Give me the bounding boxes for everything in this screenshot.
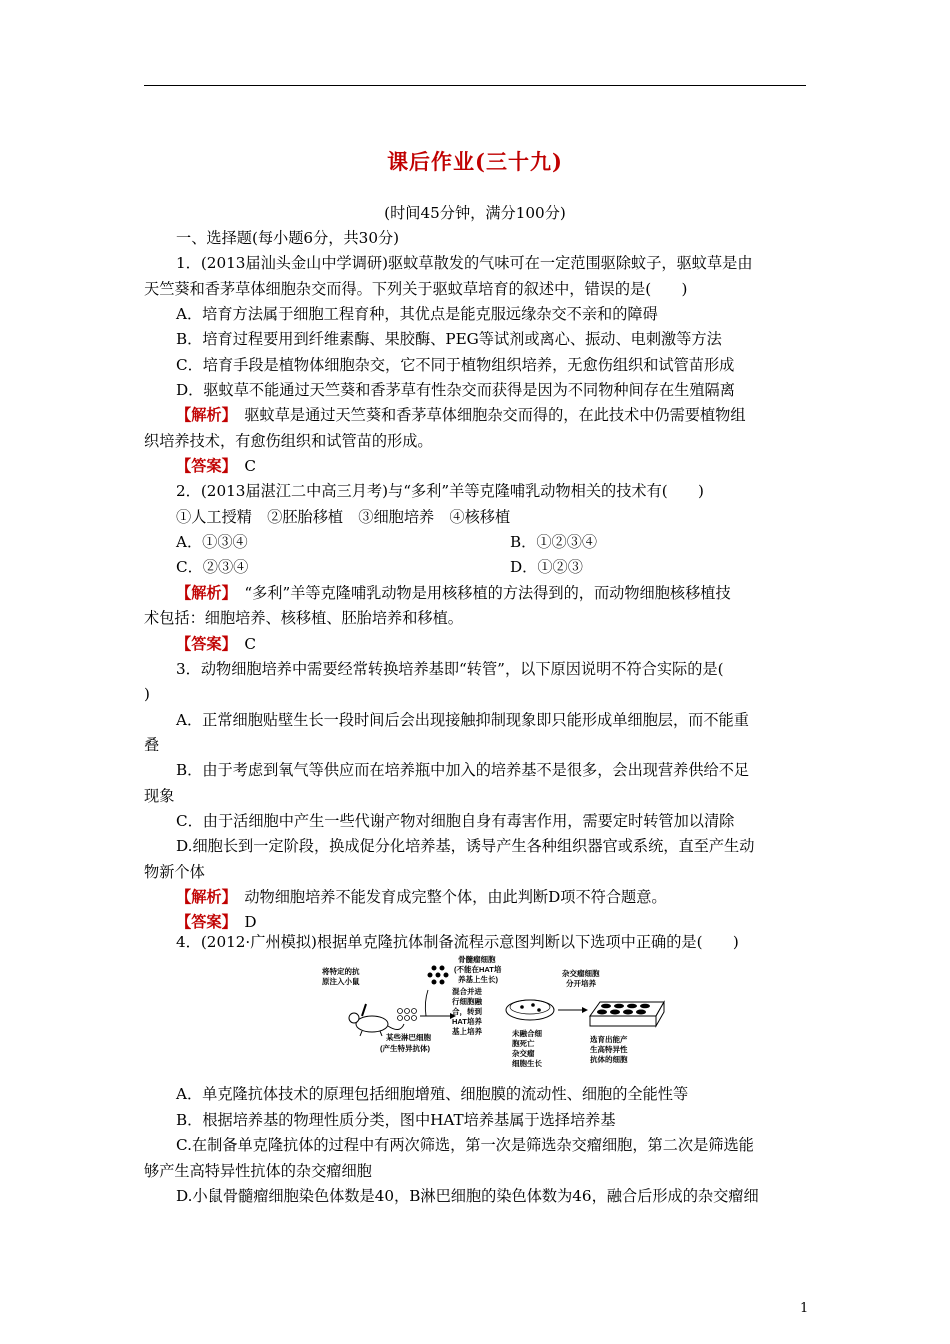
myeloma-label-2: (不能在HAT培 [454,965,502,974]
q3-stem-line1: 3．动物细胞培养中需要经常转换培养基即“转管”，以下原因说明不符合实际的是( [176,660,724,678]
q2-stem: 2．(2013届湛江二中高三月考)与“多利”羊等克隆哺乳动物相关的技术有( ) [176,482,704,500]
fusion-label-4: HAT培养 [452,1017,482,1026]
q2-option-c: C．②③④ [176,558,249,576]
q1-analysis-line1 [176,405,746,425]
lymphocyte-label-2: (产生特异抗体) [380,1044,430,1053]
hybridoma-label-2: 分开培养 [566,979,596,988]
q4-option-d-line1: D.小鼠骨髓瘤细胞染色体数是40，B淋巴细胞的染色体数为46，融合后形成的杂交瘤细 [176,1187,759,1205]
q4-option-c-line2: 够产生高特异性抗体的杂交瘤细胞 [144,1162,372,1180]
q3-option-a-line1: A．正常细胞贴壁生长一段时间后会出现接触抑制现象即只能形成单细胞层，而不能重 [176,711,749,729]
myeloma-label-3: 养基上生长) [458,975,498,984]
antigen-label-1: 将特定的抗 [322,967,360,976]
q2-answer [176,634,256,654]
q1-option-a: A．培育方法属于细胞工程育种，其优点是能克服远缘杂交不亲和的障碍 [176,305,658,323]
q3-answer [176,912,257,932]
fusion-label-5: 基上培养 [452,1027,482,1036]
analysis-text: 驱蚊草是通过天竺葵和香茅草体细胞杂交而得的，在此技术中仍需要植物组 [244,406,746,424]
time-note: (时间45分钟，满分100分) [384,204,566,222]
q1-option-d: D．驱蚊草不能通过天竺葵和香茅草有性杂交而获得是因为不同物种间存在生殖隔离 [176,381,735,399]
analysis-tag: 【解析】 [176,406,230,424]
analysis-tag: 【解析】 [176,584,230,602]
fusion-label-2: 行细胞融 [452,997,482,1006]
q1-analysis-line2: 织培养技术，有愈伤组织和试管苗的形成。 [144,432,433,450]
answer-value: C [244,635,256,653]
monoclonal-antibody-flow-diagram [300,954,670,1068]
q2-analysis-line1 [176,583,731,603]
answer-tag: 【答案】 [176,913,230,931]
selection-label-3: 抗体的细胞 [590,1055,628,1064]
q2-option-a: A．①③④ [176,533,248,551]
q1-option-b: B．培育过程要用到纤维素酶、果胶酶、PEG等试剂或离心、振动、电刺激等方法 [176,330,722,348]
analysis-text: “多利”羊等克隆哺乳动物是用核移植的方法得到的，而动物细胞核移植技 [244,584,731,602]
culture-plate-icon [590,1002,664,1026]
header-rule [144,85,806,86]
section-heading: 一、选择题(每小题6分，共30分) [176,229,400,247]
q3-option-c: C．由于活细胞中产生一些代谢产物对细胞自身有毒害作用，需要定时转管加以清除 [176,812,735,830]
q3-option-b-line1: B．由于考虑到氧气等供应而在培养瓶中加入的培养基不是很多，会出现营养供给不足 [176,761,750,779]
arrow-head-2 [582,1007,588,1013]
survival-label-1: 未融合细 [512,1029,542,1038]
q2-analysis-line2: 术包括：细胞培养、核移植、胚胎培养和移植。 [144,609,463,627]
q3-option-b-line2: 现象 [144,787,175,805]
analysis-text: 动物细胞培养不能发育成完整个体，由此判断D项不符合题意。 [244,888,667,906]
q1-stem-line2: 天竺葵和香茅草体细胞杂交而得。下列关于驱蚊草培育的叙述中，错误的是( ) [144,280,688,298]
fusion-label-1: 混合并进 [452,987,482,996]
answer-tag: 【答案】 [176,457,230,475]
answer-value: D [244,913,257,931]
q3-option-a-line2: 叠 [144,736,160,754]
q1-stem-line1: 1．(2013届汕头金山中学调研)驱蚊草散发的气味可在一定范围驱除蚊子，驱蚊草是由 [176,254,753,272]
selection-label-2: 生高特异性 [590,1045,628,1054]
survival-label-3: 杂交瘤 [512,1049,535,1058]
culture-dish-icon [506,1000,554,1020]
q4-option-c-line1: C.在制备单克隆抗体的过程中有两次筛选，第一次是筛选杂交瘤细胞，第二次是筛选能 [176,1136,754,1154]
q2-option-d: D．①②③ [510,558,583,576]
lymphocyte-label-1: 某些淋巴细胞 [386,1033,431,1042]
q3-option-d-line1: D.细胞长到一定阶段，换成促分化培养基，诱导产生各种组织器官或系统，直至产生动 [176,837,755,855]
fusion-label-3: 合，转到 [452,1007,482,1016]
survival-label-4: 细胞生长 [512,1059,542,1068]
selection-label-1: 选育出能产 [590,1035,628,1044]
antigen-label-2: 原注入小鼠 [322,977,360,986]
analysis-tag: 【解析】 [176,888,230,906]
myeloma-label-1: 骨髓瘤细胞 [458,955,496,964]
q1-option-c: C．培育手段是植物体细胞杂交，它不同于植物组织培养，无愈伤组织和试管苗形成 [176,356,735,374]
q3-analysis [176,887,667,907]
lymphocyte-cells [398,1009,417,1021]
survival-label-2: 胞死亡 [512,1039,535,1048]
q2-option-b: B．①②③④ [510,533,598,551]
hybridoma-label-1: 杂交瘤细胞 [562,969,600,978]
page-title: 课后作业(三十九) [387,149,563,174]
q3-option-d-line2: 物新个体 [144,863,205,881]
answer-tag: 【答案】 [176,635,230,653]
q4-option-a: A．单克隆抗体技术的原理包括细胞增殖、细胞膜的流动性、细胞的全能性等 [176,1085,689,1103]
q4-stem: 4．(2012·广州模拟)根据单克隆抗体制备流程示意图判断以下选项中正确的是( ) [176,933,739,951]
q1-answer [176,456,256,476]
q3-stem-line2: ) [144,685,150,703]
q4-option-b: B．根据培养基的物理性质分类，图中HAT培养基属于选择培养基 [176,1111,616,1129]
q2-items: ①人工授精 ②胚胎移植 ③细胞培养 ④核移植 [176,508,511,526]
mouse-icon [349,1004,404,1036]
arrow-myeloma [425,990,428,1016]
page-number: 1 [800,1301,809,1316]
myeloma-cells [428,966,449,985]
answer-value: C [244,457,256,475]
